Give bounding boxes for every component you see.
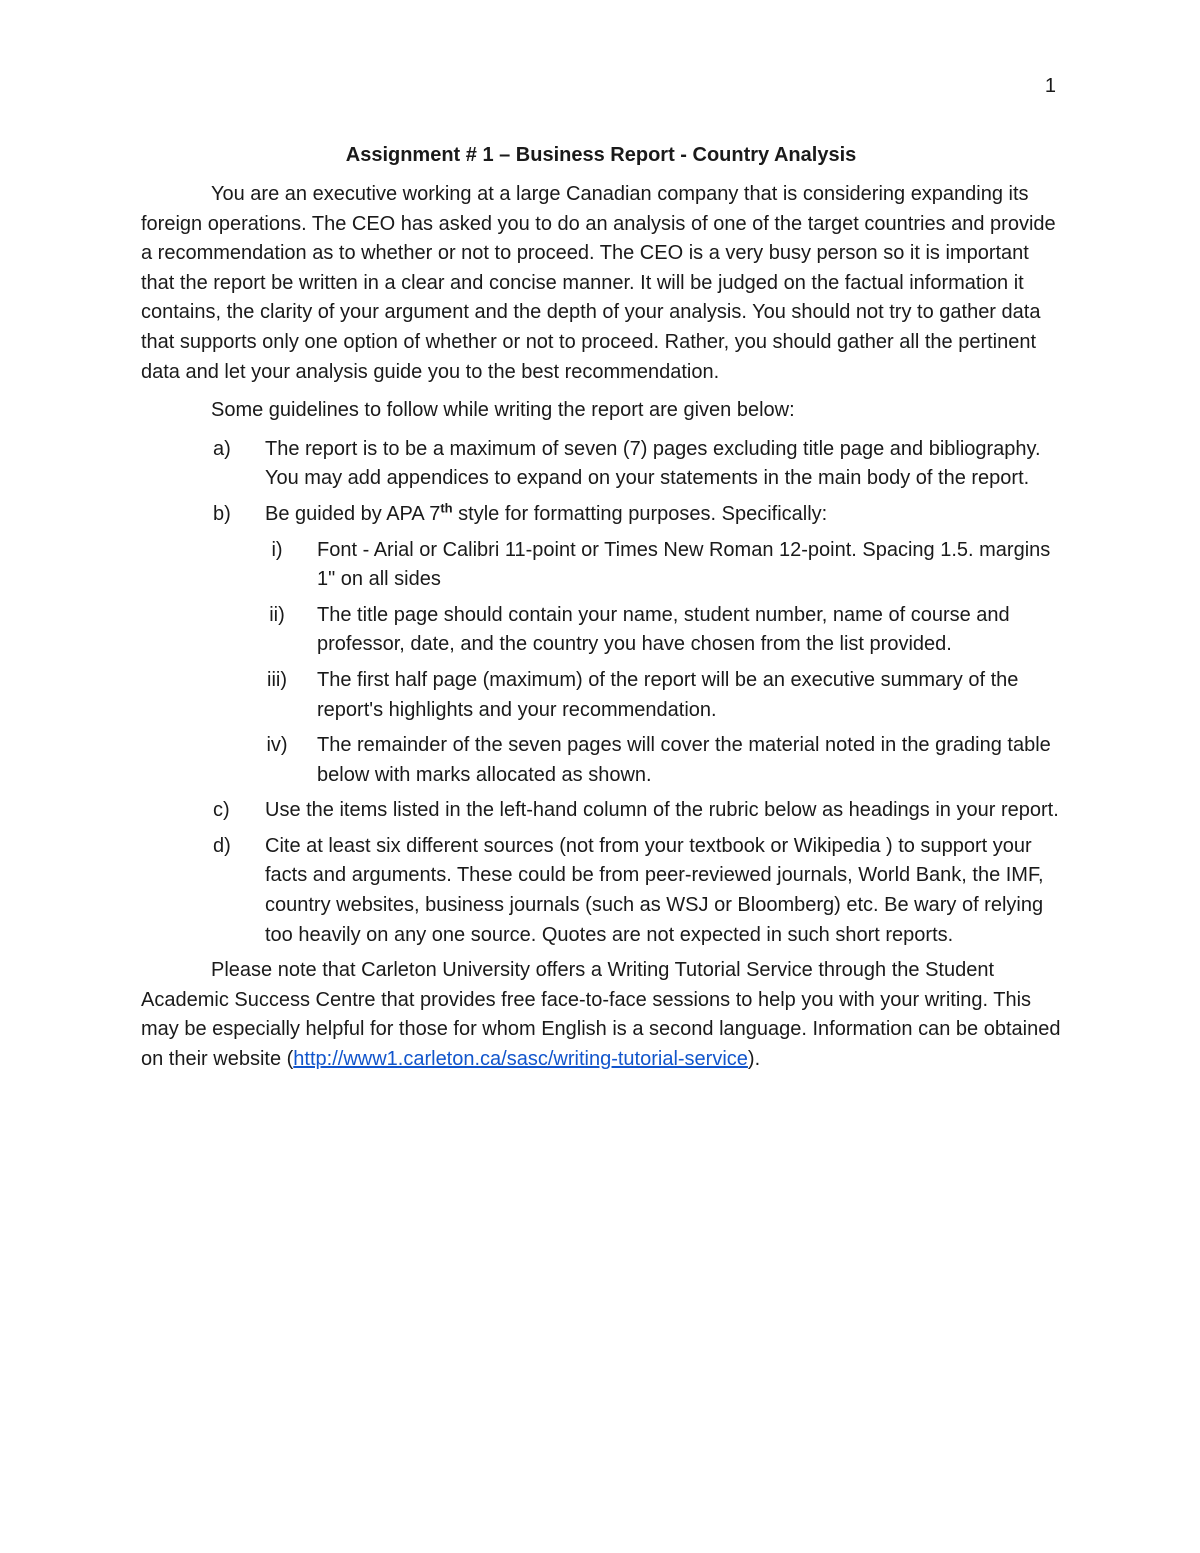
sub-item-iv <box>265 731 1061 790</box>
list-marker: b) <box>213 502 231 525</box>
list-item-text: Use the items listed in the left-hand column of the rubric below as headings in your report. <box>265 799 1059 822</box>
list-marker: a) <box>213 437 231 460</box>
list-marker: c) <box>213 799 230 822</box>
list-marker: d) <box>213 834 231 857</box>
guidelines-intro: Some guidelines to follow while writing the report are given below: <box>211 399 795 422</box>
sub-item-ii <box>265 601 1061 660</box>
guidelines-list <box>141 435 1061 951</box>
sub-item-text: The remainder of the seven pages will cover the material noted in the grading table below with marks allocated as shown. <box>317 734 1051 786</box>
sub-item-text: The first half page (maximum) of the report will be an executive summary of the report's highlights and your recommendation. <box>317 668 1019 721</box>
formatting-sublist <box>265 536 1061 791</box>
closing-paragraph <box>141 956 1061 1074</box>
page-number: 1 <box>1044 75 1056 97</box>
sub-item-text: The title page should contain your name, student number, name of course and professor, date, and the country you have chosen from the list provided. <box>317 603 1010 656</box>
sub-marker: ii) <box>269 603 285 626</box>
sub-item-i <box>265 536 1061 595</box>
sub-item-iii <box>265 666 1061 725</box>
sub-marker: iii) <box>267 668 287 691</box>
closing-text-start: Please note that Carleton University offers a Writing Tutorial Service through the Student Academic Success Centre that provides free face-to-face sessions to help you with your writing. This may be especially helpful for those for whom English is a second language. Information can be obtained on their website ( <box>141 959 1061 1071</box>
sub-marker: iv) <box>266 734 288 757</box>
list-item-c <box>141 796 1061 826</box>
list-item-text-start: Be guided by APA 7 <box>265 502 441 525</box>
list-item-d <box>141 832 1061 950</box>
document-body <box>141 141 1061 1075</box>
list-item-b <box>141 500 1061 790</box>
list-item-text: Cite at least six different sources (not from your textbook or Wikipedia ) to support your facts and arguments. These could be from peer-reviewed journals, World Bank, the IMF, country websites, business journals (such as WSJ or Bloomberg) etc. Be wary of relying too heavily on any one source. Quotes are not expected in such short reports. <box>265 834 1044 946</box>
intro-paragraph: You are an executive working at a large Canadian company that is considering expanding its foreign operations. The CEO has asked you to do an analysis of one of the target countries and provide a recommendation as to whether or not to proceed. The CEO is a very busy person so it is important that the report be written in a clear and concise manner. It will be judged on the factual information it contains, the clarity of your argument and the depth of your analysis. You should not try to gather data that supports only one option of whether or not to proceed. Rather, you should gather all the pertinent data and let your analysis guide you to the best recommendation. <box>141 183 1056 383</box>
sub-marker: i) <box>271 538 283 561</box>
list-item-text: The report is to be a maximum of seven (7) pages excluding title page and bibliography. You may add appendices to expand on your statements in the main body of the report. <box>265 437 1041 490</box>
writing-tutorial-link[interactable]: http://www1.carleton.ca/sasc/writing-tutorial-service <box>293 1048 748 1071</box>
closing-text-end: ). <box>747 1048 761 1071</box>
document-title: Assignment # 1 – Business Report - Country Analysis <box>345 144 857 166</box>
superscript-th: th <box>440 500 453 516</box>
list-item-text <box>265 500 828 525</box>
list-item-a <box>141 435 1061 494</box>
list-item-text-end: style for formatting purposes. Specifically: <box>452 502 828 525</box>
sub-item-text: Font - Arial or Calibri 11-point or Times New Roman 12-point. Spacing 1.5. margins 1" on all sides <box>317 538 1051 591</box>
